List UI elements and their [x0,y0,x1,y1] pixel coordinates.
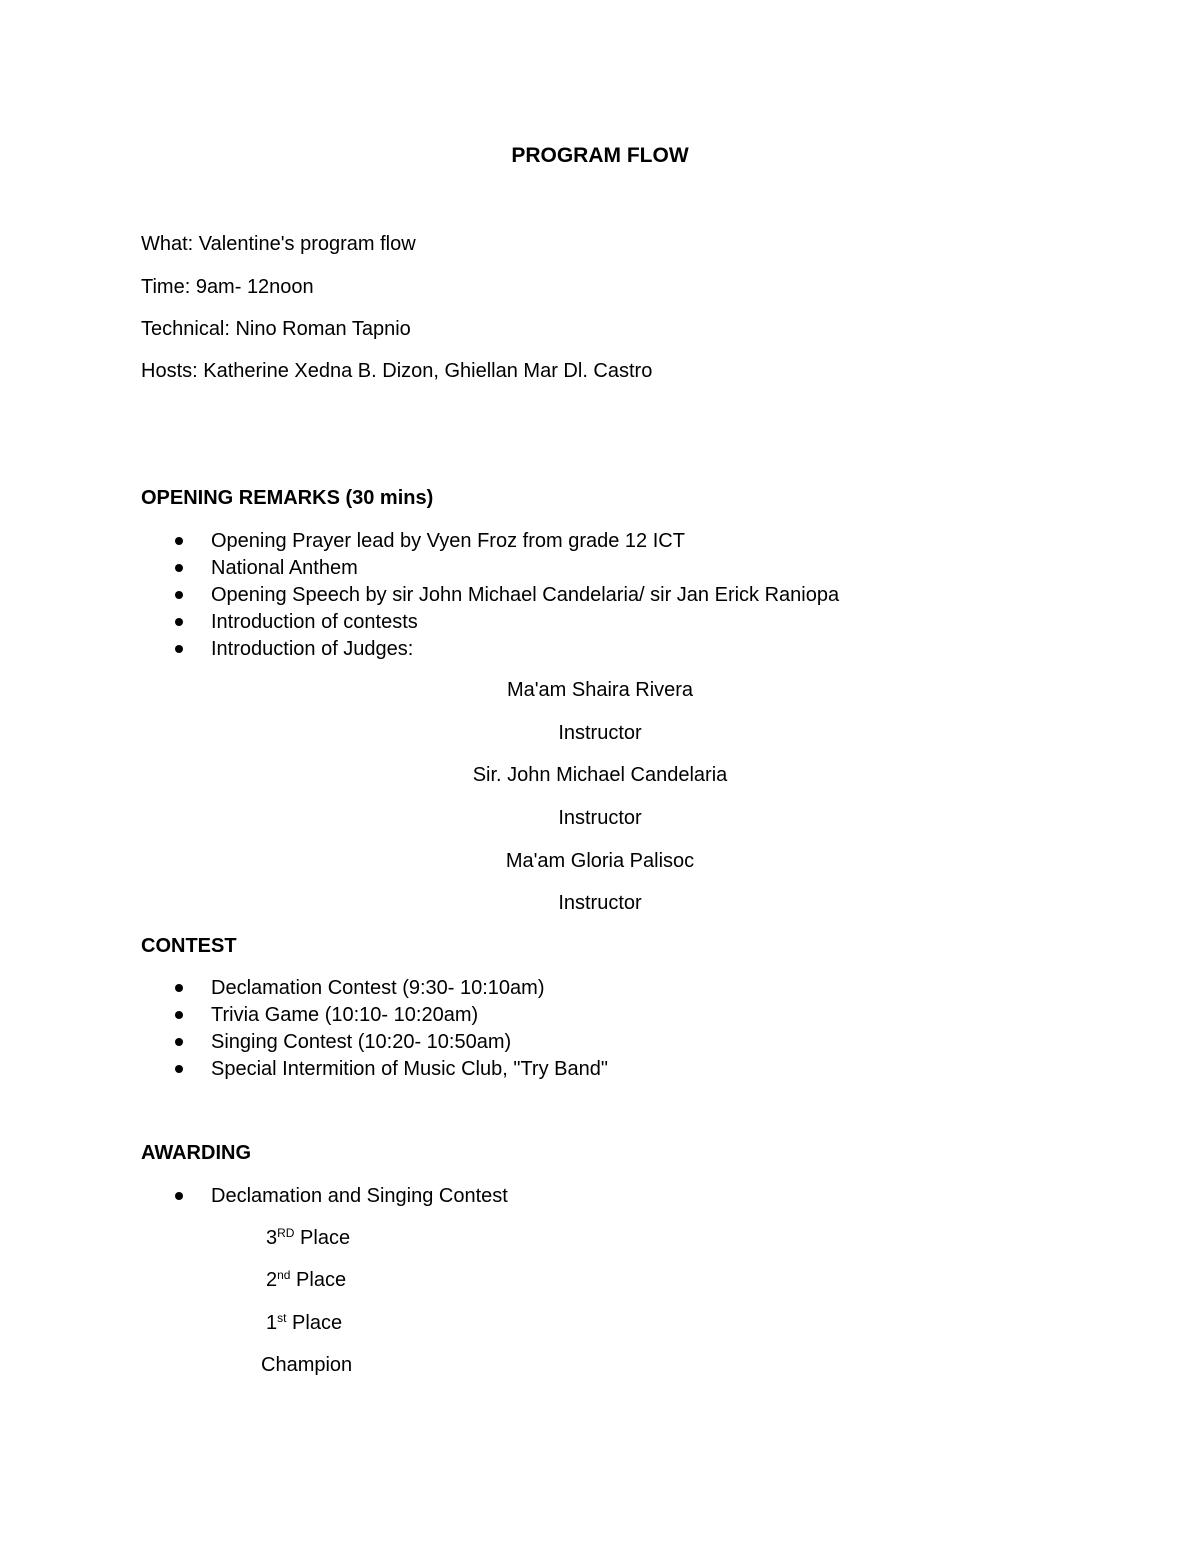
judge-name: Ma'am Gloria Palisoc [505,850,695,872]
judge-role: Instructor [558,892,642,914]
bullet-icon [175,537,183,545]
section-heading-contest: CONTEST [141,935,237,957]
bullet-icon [175,984,183,992]
bullet-icon [175,1192,183,1200]
bullet-icon [175,1038,183,1046]
bullet-icon [175,564,183,572]
document-page: PROGRAM FLOW What: Valentine's program flow Time: 9am- 12noon Technical: Nino Roman Tapnio Hosts: Katherine Xedna B. Dizon, Ghiellan Mar Dl. Castro OPENING REMARKS (30 mins) Opening Prayer lead by Vyen Froz from grade 12 ICT National Anthem Opening Speech by sir John Michael Candelaria/ sir Jan Erick Raniopa Introduction of contests Introduction of Judges: Ma'am Shaira Rivera Instructor Sir. John Michael Candelaria Instructor Ma'am Gloria Palisoc Instructor CONTEST Declamation Contest (9:30- 10:10am) Trivia Game (10:10- 10:20am) Singing Contest (10:20- 10:50am) Special Intermition of Music Club, "Try Band" AWARDING Declamation and Singing Contest 3RD Place 2nd Place 1st Place Champion [0,0,1200,1553]
judge-role: Instructor [558,807,642,829]
award-champion: Champion [261,1354,353,1376]
info-technical: Technical: Nino Roman Tapnio [141,318,411,340]
bullet-icon [175,1011,183,1019]
info-what: What: Valentine's program flow [141,233,416,255]
judge-role: Instructor [558,722,642,744]
bullet-icon [175,591,183,599]
bullet-icon [175,1065,183,1073]
info-hosts: Hosts: Katherine Xedna B. Dizon, Ghiellan Mar Dl. Castro [141,360,653,382]
bullet-icon [175,618,183,626]
award-place-1: 1st Place [266,1311,343,1334]
judge-name: Sir. John Michael Candelaria [472,764,728,786]
award-place-3: 3RD Place [266,1226,351,1249]
award-place-2: 2nd Place [266,1268,347,1291]
section-heading-opening: OPENING REMARKS (30 mins) [141,487,434,509]
info-time: Time: 9am- 12noon [141,276,314,298]
section-heading-awarding: AWARDING [141,1142,251,1164]
bullet-icon [175,645,183,653]
judge-name: Ma'am Shaira Rivera [506,679,694,701]
page-title: PROGRAM FLOW [511,144,689,167]
